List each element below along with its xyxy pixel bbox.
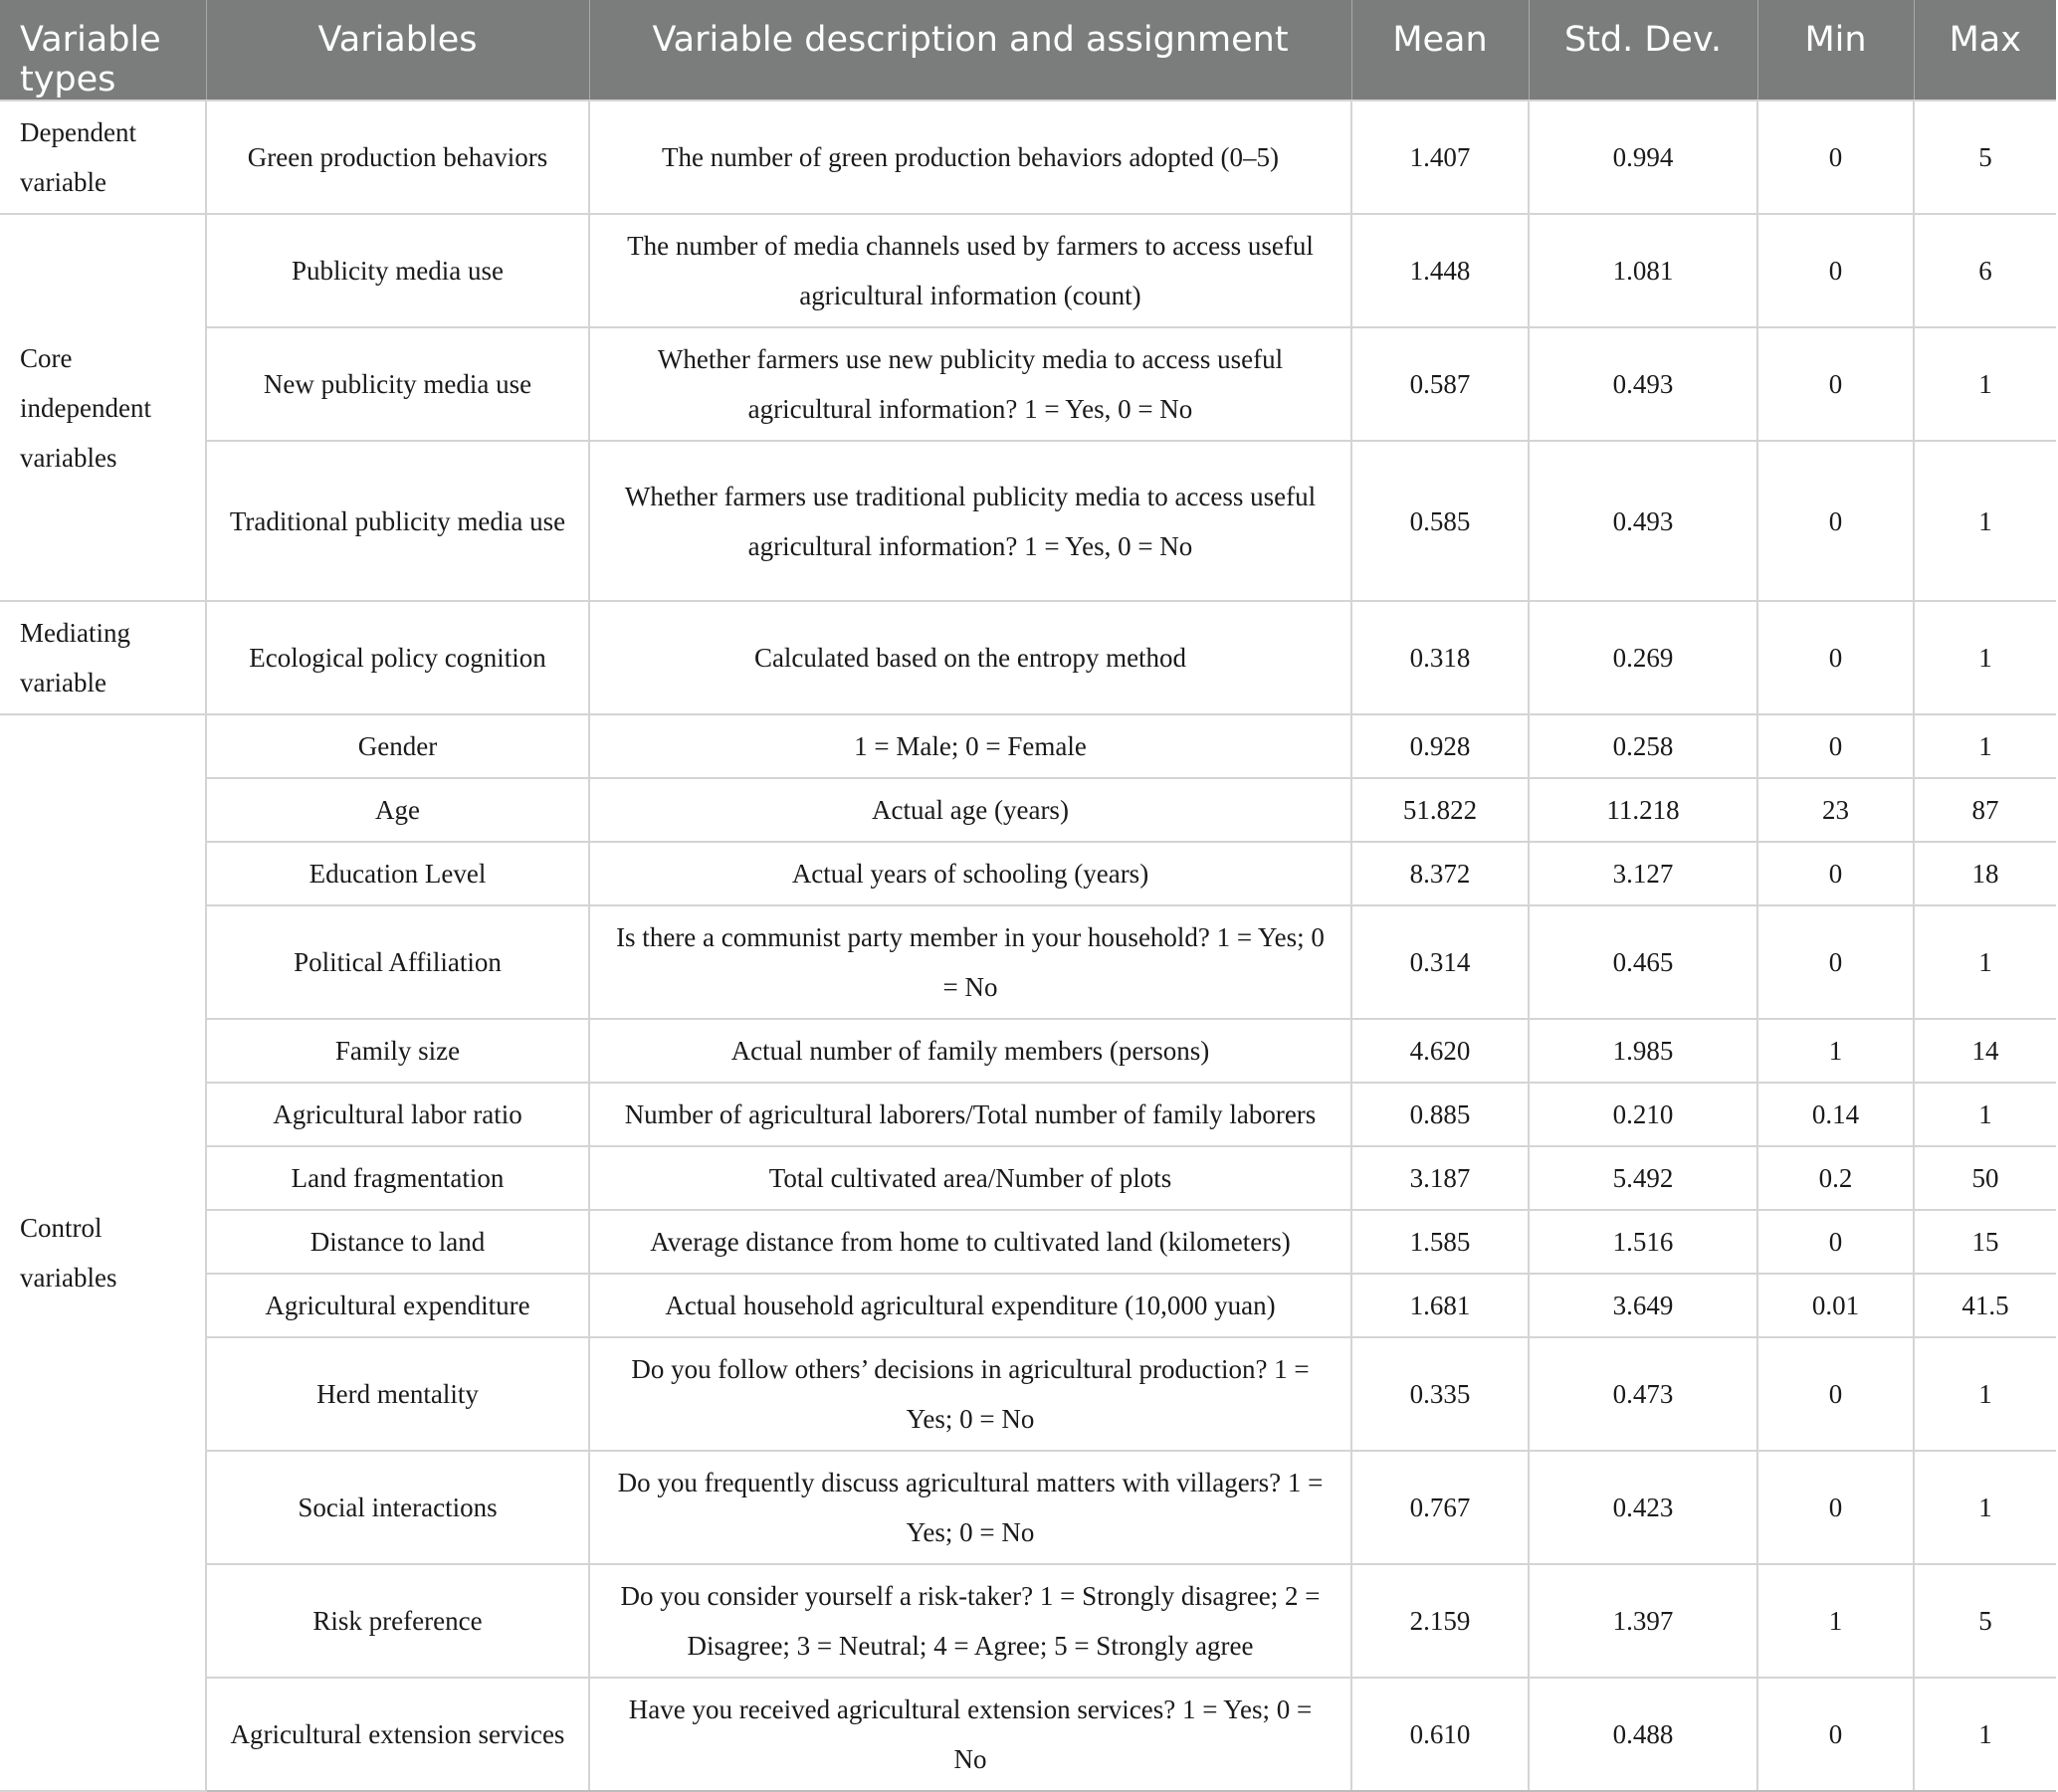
table-row <box>0 1451 2056 1564</box>
header-mean: Mean <box>1351 0 1529 100</box>
variable-name-cell: Land fragmentation <box>206 1146 589 1210</box>
std-dev-cell: 1.985 <box>1529 1019 1757 1083</box>
mean-cell: 0.928 <box>1351 714 1529 778</box>
min-cell: 23 <box>1757 778 1914 842</box>
std-dev-cell: 11.218 <box>1529 778 1757 842</box>
variable-description-cell: Actual number of family members (persons) <box>589 1019 1351 1083</box>
max-cell: 1 <box>1914 714 2056 778</box>
std-dev-cell: 1.516 <box>1529 1210 1757 1274</box>
variable-description-cell: Number of agricultural laborers/Total number of family laborers <box>589 1083 1351 1146</box>
variable-name-cell: Green production behaviors <box>206 100 589 214</box>
mean-cell: 0.335 <box>1351 1337 1529 1451</box>
max-cell: 50 <box>1914 1146 2056 1210</box>
max-cell: 5 <box>1914 100 2056 214</box>
variable-name-cell: Distance to land <box>206 1210 589 1274</box>
variable-description-cell: Total cultivated area/Number of plots <box>589 1146 1351 1210</box>
max-cell: 6 <box>1914 214 2056 327</box>
mean-cell: 1.681 <box>1351 1274 1529 1337</box>
variable-name-cell: Education Level <box>206 842 589 905</box>
variable-description-cell: 1 = Male; 0 = Female <box>589 714 1351 778</box>
variable-description-cell: Have you received agricultural extension services? 1 = Yes; 0 = No <box>589 1678 1351 1791</box>
mean-cell: 1.407 <box>1351 100 1529 214</box>
table-row <box>0 842 2056 905</box>
variable-name-cell: Herd mentality <box>206 1337 589 1451</box>
min-cell: 1 <box>1757 1564 1914 1678</box>
min-cell: 1 <box>1757 1019 1914 1083</box>
header-variables: Variables <box>206 0 589 100</box>
variable-name-cell: New publicity media use <box>206 327 589 441</box>
table-header <box>0 0 2056 100</box>
variable-name-cell: Agricultural labor ratio <box>206 1083 589 1146</box>
min-cell: 0 <box>1757 714 1914 778</box>
variable-name-cell: Ecological policy cognition <box>206 601 589 714</box>
mean-cell: 0.885 <box>1351 1083 1529 1146</box>
min-cell: 0 <box>1757 214 1914 327</box>
min-cell: 0.01 <box>1757 1274 1914 1337</box>
min-cell: 0 <box>1757 842 1914 905</box>
mean-cell: 51.822 <box>1351 778 1529 842</box>
header-std-dev: Std. Dev. <box>1529 0 1757 100</box>
mean-cell: 1.448 <box>1351 214 1529 327</box>
mean-cell: 0.314 <box>1351 905 1529 1019</box>
max-cell: 1 <box>1914 601 2056 714</box>
header-max: Max <box>1914 0 2056 100</box>
variable-description-cell: Do you consider yourself a risk-taker? 1 = Strongly disagree; 2 = Disagree; 3 = Neutral; 4 = Agree; 5 = Strongly agree <box>589 1564 1351 1678</box>
variable-description-cell: Whether farmers use traditional publicity media to access useful agricultural information? 1 = Yes, 0 = No <box>589 441 1351 601</box>
table-row <box>0 1146 2056 1210</box>
std-dev-cell: 3.127 <box>1529 842 1757 905</box>
variable-type-cell: Dependent variable <box>0 100 206 214</box>
std-dev-cell: 0.465 <box>1529 905 1757 1019</box>
std-dev-cell: 1.081 <box>1529 214 1757 327</box>
std-dev-cell: 0.210 <box>1529 1083 1757 1146</box>
variable-description-cell: Do you follow others’ decisions in agricultural production? 1 = Yes; 0 = No <box>589 1337 1351 1451</box>
variable-name-cell: Social interactions <box>206 1451 589 1564</box>
min-cell: 0 <box>1757 100 1914 214</box>
table-row <box>0 100 2056 214</box>
header-description: Variable description and assignment <box>589 0 1351 100</box>
max-cell: 1 <box>1914 1678 2056 1791</box>
mean-cell: 1.585 <box>1351 1210 1529 1274</box>
max-cell: 41.5 <box>1914 1274 2056 1337</box>
mean-cell: 8.372 <box>1351 842 1529 905</box>
max-cell: 18 <box>1914 842 2056 905</box>
min-cell: 0 <box>1757 1337 1914 1451</box>
table-row <box>0 905 2056 1019</box>
variable-name-cell: Age <box>206 778 589 842</box>
variable-description-cell: The number of green production behaviors adopted (0–5) <box>589 100 1351 214</box>
min-cell: 0 <box>1757 327 1914 441</box>
max-cell: 1 <box>1914 1451 2056 1564</box>
table-row <box>0 441 2056 601</box>
table-row <box>0 327 2056 441</box>
table-row <box>0 1274 2056 1337</box>
header-variable-types: Variable types <box>0 0 206 100</box>
table-body <box>0 100 2056 1791</box>
header-min: Min <box>1757 0 1914 100</box>
variable-description-cell: Calculated based on the entropy method <box>589 601 1351 714</box>
variable-name-cell: Gender <box>206 714 589 778</box>
std-dev-cell: 0.994 <box>1529 100 1757 214</box>
min-cell: 0 <box>1757 441 1914 601</box>
variable-description-cell: Actual age (years) <box>589 778 1351 842</box>
variable-description-cell: Do you frequently discuss agricultural matters with villagers? 1 = Yes; 0 = No <box>589 1451 1351 1564</box>
table-row <box>0 778 2056 842</box>
variable-description-cell: The number of media channels used by farmers to access useful agricultural information (count) <box>589 214 1351 327</box>
mean-cell: 2.159 <box>1351 1564 1529 1678</box>
max-cell: 1 <box>1914 327 2056 441</box>
std-dev-cell: 0.493 <box>1529 441 1757 601</box>
max-cell: 1 <box>1914 905 2056 1019</box>
mean-cell: 0.587 <box>1351 327 1529 441</box>
variable-description-cell: Average distance from home to cultivated land (kilometers) <box>589 1210 1351 1274</box>
table-row <box>0 714 2056 778</box>
table-row <box>0 1337 2056 1451</box>
std-dev-cell: 3.649 <box>1529 1274 1757 1337</box>
variable-type-cell: Mediating variable <box>0 601 206 714</box>
table-row <box>0 214 2056 327</box>
std-dev-cell: 0.488 <box>1529 1678 1757 1791</box>
table-row <box>0 1083 2056 1146</box>
max-cell: 14 <box>1914 1019 2056 1083</box>
max-cell: 1 <box>1914 1337 2056 1451</box>
variable-name-cell: Family size <box>206 1019 589 1083</box>
mean-cell: 4.620 <box>1351 1019 1529 1083</box>
variable-description-cell: Actual years of schooling (years) <box>589 842 1351 905</box>
variable-name-cell: Agricultural extension services <box>206 1678 589 1791</box>
variable-name-cell: Agricultural expenditure <box>206 1274 589 1337</box>
variable-description-cell: Is there a communist party member in your household? 1 = Yes; 0 = No <box>589 905 1351 1019</box>
min-cell: 0 <box>1757 905 1914 1019</box>
std-dev-cell: 0.423 <box>1529 1451 1757 1564</box>
max-cell: 87 <box>1914 778 2056 842</box>
mean-cell: 0.610 <box>1351 1678 1529 1791</box>
mean-cell: 3.187 <box>1351 1146 1529 1210</box>
variable-name-cell: Political Affiliation <box>206 905 589 1019</box>
min-cell: 0.2 <box>1757 1146 1914 1210</box>
table-row <box>0 1019 2056 1083</box>
mean-cell: 0.318 <box>1351 601 1529 714</box>
table-row <box>0 1564 2056 1678</box>
variable-description-cell: Whether farmers use new publicity media to access useful agricultural information? 1 = Yes, 0 = No <box>589 327 1351 441</box>
variable-name-cell: Publicity media use <box>206 214 589 327</box>
min-cell: 0.14 <box>1757 1083 1914 1146</box>
min-cell: 0 <box>1757 601 1914 714</box>
max-cell: 15 <box>1914 1210 2056 1274</box>
std-dev-cell: 0.258 <box>1529 714 1757 778</box>
variable-type-cell: Core independent variables <box>0 214 206 601</box>
variable-name-cell: Risk preference <box>206 1564 589 1678</box>
std-dev-cell: 0.473 <box>1529 1337 1757 1451</box>
variable-type-cell: Control variables <box>0 714 206 1791</box>
mean-cell: 0.767 <box>1351 1451 1529 1564</box>
table-row <box>0 1678 2056 1791</box>
std-dev-cell: 1.397 <box>1529 1564 1757 1678</box>
variable-description-cell: Actual household agricultural expenditure (10,000 yuan) <box>589 1274 1351 1337</box>
std-dev-cell: 0.493 <box>1529 327 1757 441</box>
max-cell: 5 <box>1914 1564 2056 1678</box>
max-cell: 1 <box>1914 441 2056 601</box>
table-row <box>0 601 2056 714</box>
header-row <box>0 0 2056 100</box>
max-cell: 1 <box>1914 1083 2056 1146</box>
table-row <box>0 1210 2056 1274</box>
min-cell: 0 <box>1757 1451 1914 1564</box>
std-dev-cell: 5.492 <box>1529 1146 1757 1210</box>
mean-cell: 0.585 <box>1351 441 1529 601</box>
min-cell: 0 <box>1757 1210 1914 1274</box>
variable-name-cell: Traditional publicity media use <box>206 441 589 601</box>
min-cell: 0 <box>1757 1678 1914 1791</box>
std-dev-cell: 0.269 <box>1529 601 1757 714</box>
